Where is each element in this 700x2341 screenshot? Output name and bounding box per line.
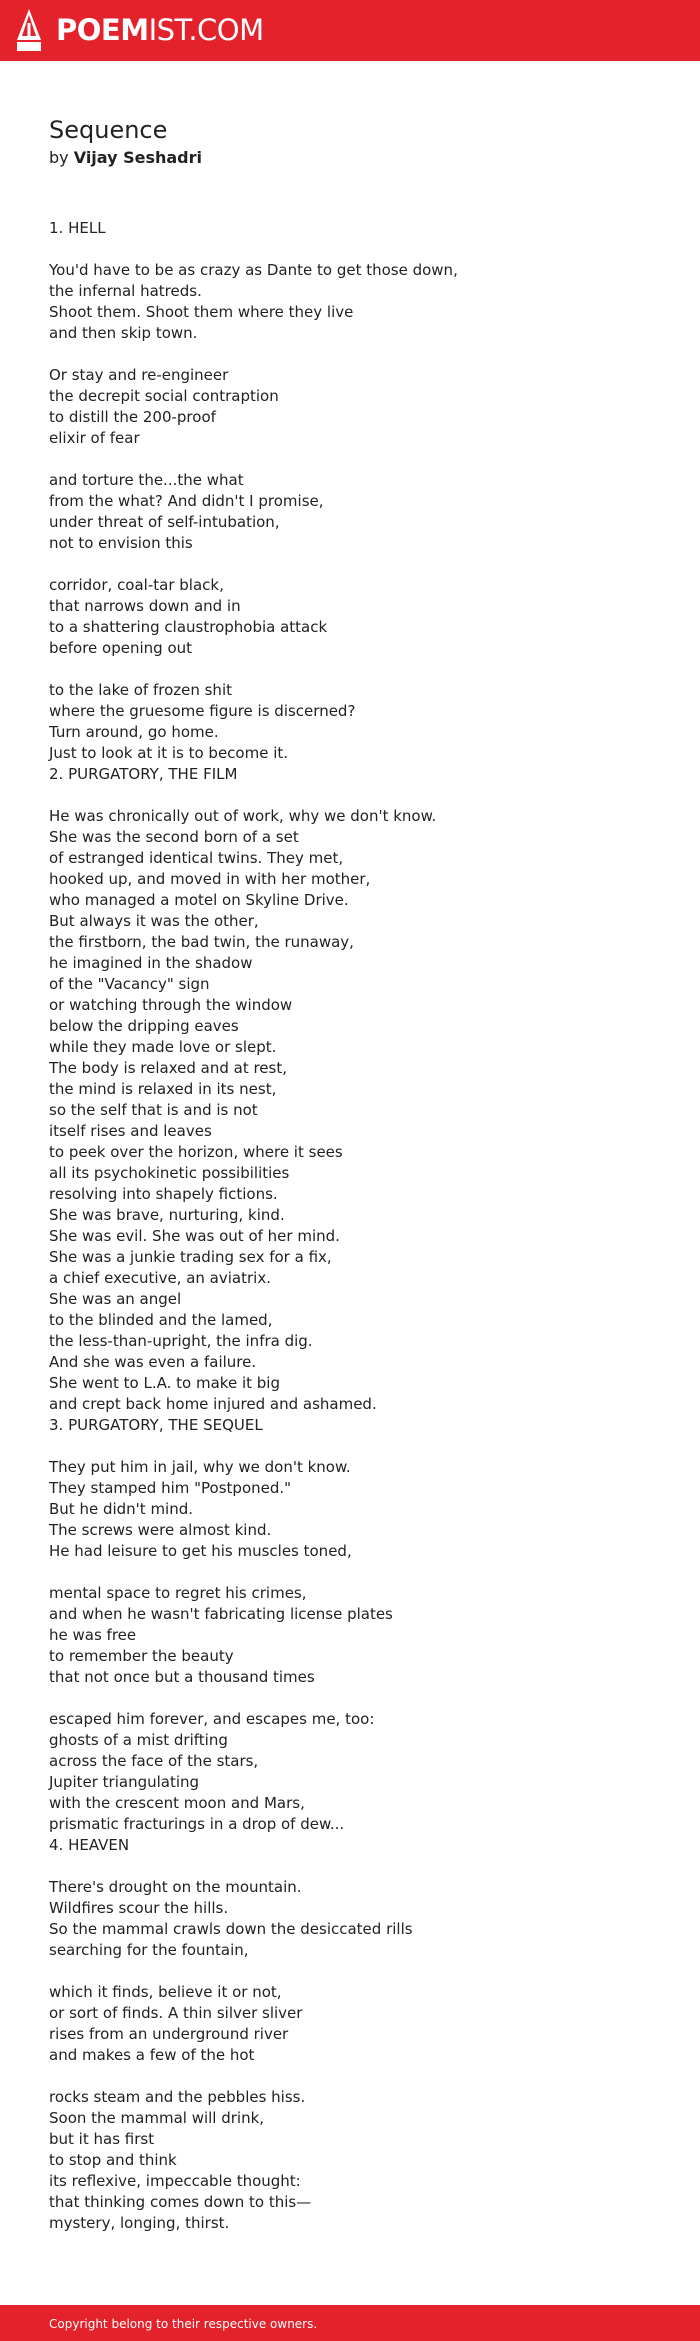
poem-line: resolving into shapely fictions. (49, 1185, 278, 1203)
poem-line: She was evil. She was out of her mind. (49, 1227, 340, 1245)
poem-line: and crept back home injured and ashamed. (49, 1395, 377, 1413)
poem-line: before opening out (49, 639, 193, 657)
poem-line: not to envision this (49, 534, 193, 552)
poem-line: the infernal hatreds. (49, 282, 202, 300)
poem-line: searching for the fountain, (49, 1941, 249, 1959)
poem-line: which it finds, believe it or not, (49, 1983, 282, 2001)
poem-line: She went to L.A. to make it big (49, 1374, 280, 1392)
poem-line: he was free (49, 1626, 137, 1644)
poem-line: or watching through the window (49, 996, 293, 1014)
poem-line: They stamped him "Postponed." (49, 1479, 292, 1497)
poem-line: itself rises and leaves (49, 1122, 212, 1140)
stanza-break (49, 239, 649, 260)
poem-line: the less-than-upright, the infra dig. (49, 1332, 313, 1350)
poem-line: that not once but a thousand times (49, 1668, 315, 1686)
poem-line: to the blinded and the lamed, (49, 1311, 273, 1329)
poem-line: all its psychokinetic possibilities (49, 1164, 290, 1182)
poem-line: She was a junkie trading sex for a fix, (49, 1248, 332, 1266)
poem-line: rises from an underground river (49, 2025, 289, 2043)
poem-line: but it has first (49, 2130, 155, 2148)
poem-line: while they made love or slept. (49, 1038, 277, 1056)
logo-text-bold: POEM (56, 13, 149, 47)
poem-line: Or stay and re-engineer (49, 366, 229, 384)
poem-line: So the mammal crawls down the desiccated rills (49, 1920, 413, 1938)
poem-line: There's drought on the mountain. (49, 1878, 302, 1896)
poem-line: across the face of the stars, (49, 1752, 259, 1770)
byline (49, 147, 202, 169)
poem-line: to the lake of frozen shit (49, 681, 232, 699)
poem-line: from the what? And didn't I promise, (49, 492, 324, 510)
logo-text-light: IST.COM (148, 13, 264, 47)
site-header (0, 0, 700, 61)
stanza-break (49, 344, 649, 365)
stanza-break (49, 1688, 649, 1709)
author-name[interactable]: Vijay Seshadri (73, 148, 203, 167)
poem-line: The screws were almost kind. (49, 1521, 272, 1539)
poem-line: to peek over the horizon, where it sees (49, 1143, 343, 1161)
stanza-break (49, 659, 649, 680)
poem-line: Wildfires scour the hills. (49, 1899, 229, 1917)
site-footer (0, 2305, 700, 2341)
stanza-break (49, 1436, 649, 1457)
stanza-break (49, 554, 649, 575)
poem-line: to a shattering claustrophobia attack (49, 618, 328, 636)
pen-nib-icon (16, 9, 42, 51)
poem-line: Turn around, go home. (49, 723, 219, 741)
poem-line: with the crescent moon and Mars, (49, 1794, 305, 1812)
poem-line: so the self that is and is not (49, 1101, 258, 1119)
poem-line: or sort of finds. A thin silver sliver (49, 2004, 303, 2022)
poem-line: under threat of self-intubation, (49, 513, 280, 531)
poem-line: mystery, longing, thirst. (49, 2214, 230, 2232)
poem-line: the mind is relaxed in its nest, (49, 1080, 277, 1098)
poem-line: 4. HEAVEN (49, 1836, 130, 1854)
poem-line: 2. PURGATORY, THE FILM (49, 765, 238, 783)
poem-line: and then skip town. (49, 324, 198, 342)
poem-line: below the dripping eaves (49, 1017, 239, 1035)
poem-line: escaped him forever, and escapes me, too: (49, 1710, 375, 1728)
poem-line: of the "Vacancy" sign (49, 975, 210, 993)
poem-line: 1. HELL (49, 219, 106, 237)
poem-line: He had leisure to get his muscles toned, (49, 1542, 352, 1560)
poem-line: You'd have to be as crazy as Dante to get those down, (49, 261, 458, 279)
poem-line: Jupiter triangulating (49, 1773, 200, 1791)
poem-line: They put him in jail, why we don't know. (49, 1458, 351, 1476)
stanza-break (49, 2066, 649, 2087)
site-logo-link[interactable] (16, 9, 264, 51)
poem-line: where the gruesome figure is discerned? (49, 702, 356, 720)
poem-line: hooked up, and moved in with her mother, (49, 870, 371, 888)
poem-line: 3. PURGATORY, THE SEQUEL (49, 1416, 263, 1434)
poem-title: Sequence (49, 116, 168, 144)
site-logo-text (56, 9, 264, 51)
poem-line: elixir of fear (49, 429, 140, 447)
poem-line: ghosts of a mist drifting (49, 1731, 228, 1749)
stanza-break (49, 449, 649, 470)
poem-line: corridor, coal-tar black, (49, 576, 224, 594)
poem-line: that thinking comes down to this— (49, 2193, 312, 2211)
by-label: by (49, 148, 69, 167)
poem-line: Soon the mammal will drink, (49, 2109, 265, 2127)
poem-line: She was brave, nurturing, kind. (49, 1206, 285, 1224)
poem-line: that narrows down and in (49, 597, 241, 615)
poem-line: of estranged identical twins. They met, (49, 849, 344, 867)
poem-line: and when he wasn't fabricating license plates (49, 1605, 393, 1623)
poem-line: who managed a motel on Skyline Drive. (49, 891, 349, 909)
poem-line: He was chronically out of work, why we don't know. (49, 807, 437, 825)
poem-line: rocks steam and the pebbles hiss. (49, 2088, 306, 2106)
poem-body (49, 218, 649, 2234)
poem-line: its reflexive, impeccable thought: (49, 2172, 301, 2190)
poem-line: the decrepit social contraption (49, 387, 279, 405)
stanza-break (49, 1856, 649, 1877)
stanza-break (49, 785, 649, 806)
poem-line: mental space to regret his crimes, (49, 1584, 307, 1602)
stanza-break (49, 1961, 649, 1982)
poem-line: he imagined in the shadow (49, 954, 253, 972)
copyright-notice: Copyright belong to their respective owners. (49, 2317, 318, 2331)
poem-line: prismatic fracturings in a drop of dew... (49, 1815, 345, 1833)
poem-line: She was the second born of a set (49, 828, 299, 846)
poem-line: But he didn't mind. (49, 1500, 194, 1518)
poem-line: and makes a few of the hot (49, 2046, 255, 2064)
poem-line: But always it was the other, (49, 912, 259, 930)
poem-line: the firstborn, the bad twin, the runaway, (49, 933, 354, 951)
poem-line: Shoot them. Shoot them where they live (49, 303, 354, 321)
poem-line: She was an angel (49, 1290, 182, 1308)
poem-line: to distill the 200-proof (49, 408, 216, 426)
poem-line: and torture the...the what (49, 471, 244, 489)
poem-line: And she was even a failure. (49, 1353, 257, 1371)
stanza-break (49, 1562, 649, 1583)
poem-line: to stop and think (49, 2151, 177, 2169)
poem-line: a chief executive, an aviatrix. (49, 1269, 271, 1287)
poem-line: to remember the beauty (49, 1647, 234, 1665)
poem-line: The body is relaxed and at rest, (49, 1059, 288, 1077)
poem-line: Just to look at it is to become it. (49, 744, 289, 762)
